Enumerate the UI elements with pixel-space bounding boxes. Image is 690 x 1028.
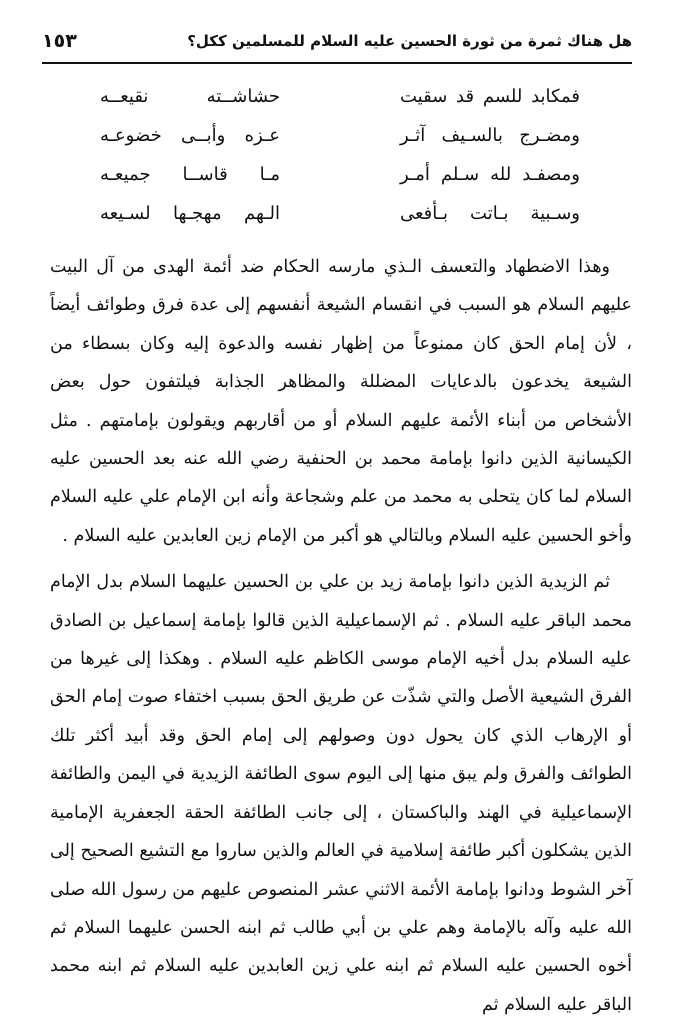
verse (100, 86, 580, 125)
verse-second-hemistich: عـزه وأبــى خضوعـه (100, 125, 280, 146)
header-rule (42, 62, 632, 64)
verse-first-hemistich: ومضـرج بالسـيف آثـر (400, 125, 580, 146)
paragraph-text: وهذا الاضطهاد والتعسف الـذي مارسه الحكام ضد أئمة الهدى من آل البيت عليهم السلام هو السبب في انقسام الشيعة أنفسهم إلى عدة فرق وطوائف أيضاً ، لأن إمام الحق كان ممنوعاً من إظهار نفسه والدعوة إليه وكان بسطاء من الشيعة يخدعون بالدعايات المضللة والمظاهر الجذابة فيلتفون حول بعض الأشخاص من أبناء الأئمة عليهم السلام أو من أقاربهم ويقولون بإمامتهم . مثل الكيسانية الذين دانوا بإمامة محمد بن الحنفية رضي الله عنه بعد الحسين عليه السلام لما كان يتحلى به محمد من علم وشجاعة وأنه ابن الإمام علي عليه السلام وأخو الحسين عليه السلام وبالتالي هو أكبر من الإمام زين العابدين عليه السلام . (50, 257, 632, 546)
poem (100, 86, 580, 242)
verse-first-hemistich: ومصفـد لله سـلم أمـر (400, 164, 580, 185)
verse-second-hemistich: حشاشــته نقيعــه (100, 86, 280, 107)
page-number: ١٥٣ (42, 30, 77, 52)
body-text (50, 248, 632, 1024)
verse (100, 164, 580, 203)
paragraph (50, 248, 632, 555)
verse-second-hemistich: الـهم مهجـها لسـيعه (100, 203, 280, 224)
paragraph (50, 563, 632, 1024)
header-title: هل هناك ثمرة من ثورة الحسين عليه السلام للمسلمين ككل؟ (187, 32, 632, 50)
verse-first-hemistich: فمكابد للسم قد سقيت (400, 86, 580, 107)
verse-first-hemistich: وسـبية بـاتت بـأفعى (400, 203, 580, 224)
paragraph-text: ثم الزيدية الذين دانوا بإمامة زيد بن علي بن الحسين عليهما السلام بدل الإمام محمد الباقر عليه السلام . ثم الإسماعيلية الذين قالوا بإمامة إسماعيل بن الصادق عليه السلام بدل أخيه الإمام موسى الكاظم عليه السلام . وهكذا إلى غيرها من الفرق الشيعية الأصل والتي شذّت عن طريق الحق بسبب اختفاء صوت إمام الحق أو الإرهاب الذي كان يحول دون وصولهم إلى إمام الحق وقد أبيد أكثر تلك الطوائف والفرق ولم يبق منها إلى اليوم سوى الطائفة الزيدية في اليمن والطائفة الإسماعيلية في الهند والباكستان ، إلى جانب الطائفة الحقة الجعفرية الإمامية الذين يشكلون أكبر طائفة إسلامية في العالم والذين ساروا مع التشيع الصحيح إلى آخر الشوط ودانوا بإمامة الأئمة الاثني عشر المنصوص عليهم من رسول الله صلى الله عليه وآله بالإمامة وهم علي بن أبي طالب ثم ابنه الحسن عليهما السلام ثم أخوه الحسين عليه السلام ثم ابنه علي زين العابدين عليه السلام ثم ابنه محمد الباقر عليه السلام ثم (50, 572, 632, 1015)
verse-second-hemistich: مـا قاســا جميعـه (100, 164, 280, 185)
running-header (42, 30, 632, 58)
verse (100, 125, 580, 164)
verse (100, 203, 580, 242)
